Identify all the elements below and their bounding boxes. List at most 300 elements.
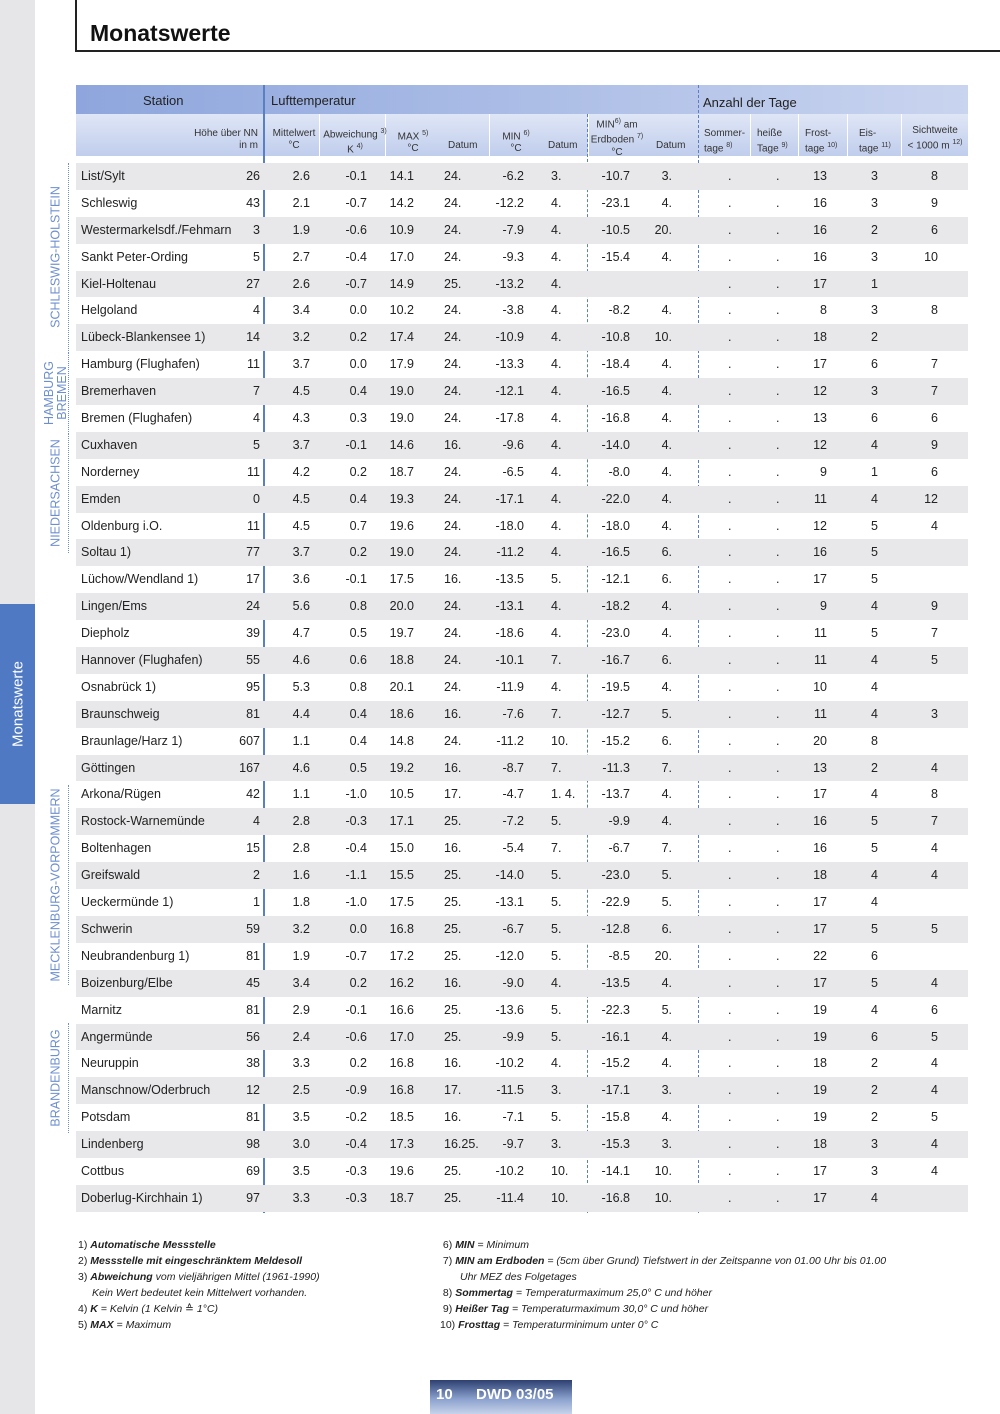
cell-hoehe: 5	[253, 249, 260, 264]
cell-mittelwert: 4.5	[292, 491, 310, 506]
cell-erdboden-datum: 10.	[654, 330, 672, 345]
header-sichtweite: Sichtweite < 1000 m $^{12)}$	[907, 125, 963, 152]
table-row	[76, 889, 968, 916]
cell-max-datum: 16.	[444, 572, 462, 587]
cell-mittelwert: 4.5	[292, 518, 310, 533]
cell-min-erdboden: -12.1	[601, 572, 630, 587]
cell-abweichung: 0.0	[349, 357, 367, 372]
cell-heisse-tage: .	[776, 1083, 780, 1098]
cell-min-datum: 4.	[551, 464, 562, 479]
cell-eistage: 5	[871, 975, 878, 990]
cell-sichtweite: 4	[931, 518, 938, 533]
cell-heisse-tage: .	[776, 491, 780, 506]
cell-eistage: 5	[871, 572, 878, 587]
cell-sommertage: .	[728, 1163, 732, 1178]
cell-min-datum: 4.	[551, 357, 562, 372]
cell-heisse-tage: .	[776, 1029, 780, 1044]
cell-max-datum: 24.	[444, 222, 462, 237]
cell-erdboden-datum: 4.	[661, 303, 672, 318]
cell-hoehe: 45	[246, 975, 260, 990]
cell-min: -13.5	[495, 572, 524, 587]
cell-min-erdboden: -15.4	[601, 249, 630, 264]
table-row	[76, 190, 968, 217]
cell-max: 15.0	[389, 841, 414, 856]
cell-eistage: 5	[871, 518, 878, 533]
state-label: HAMBURG BREMEN	[42, 361, 69, 425]
cell-min: -11.4	[496, 1190, 524, 1205]
cell-sichtweite: 6	[931, 464, 938, 479]
cell-min: -6.2	[502, 169, 524, 183]
cell-mittelwert: 4.4	[292, 706, 310, 721]
cell-eistage: 5	[871, 841, 878, 856]
cell-min-datum: 5.	[551, 921, 562, 936]
cell-mittelwert: 5.6	[292, 599, 310, 614]
cell-frosttage: 22	[813, 948, 827, 963]
cell-frosttage: 12	[813, 437, 827, 452]
title-rule-horizontal	[75, 50, 1000, 52]
cell-max-datum: 24.	[444, 518, 462, 533]
cell-sommertage: .	[728, 169, 732, 183]
cell-abweichung: -0.4	[345, 249, 367, 264]
cell-hoehe: 15	[246, 841, 260, 856]
table-row	[76, 566, 968, 593]
cell-heisse-tage: .	[776, 1056, 780, 1071]
cell-sichtweite: 8	[931, 303, 938, 318]
cell-mittelwert: 4.5	[292, 384, 310, 399]
header-erdboden-datum: Datum	[656, 140, 686, 151]
cell-min-datum: 5.	[551, 572, 562, 587]
cell-erdboden-datum: 4.	[661, 679, 672, 694]
cell-max-datum: 24.	[444, 384, 462, 399]
cell-min-datum: 4.	[551, 276, 562, 291]
cell-heisse-tage: .	[776, 895, 780, 910]
cell-abweichung: -1.1	[345, 868, 367, 883]
cell-sichtweite: 7	[931, 814, 938, 829]
cell-abweichung: 0.5	[349, 760, 367, 775]
cell-min-erdboden: -23.0	[601, 868, 630, 883]
cell-max-datum: 16.	[444, 706, 462, 721]
cell-min-datum: 5.	[551, 895, 562, 910]
cell-frosttage: 17	[813, 787, 827, 802]
cell-frosttage: 12	[813, 518, 827, 533]
cell-min: -5.4	[502, 841, 524, 856]
cell-station-name: Kiel-Holtenau	[81, 276, 157, 291]
cell-heisse-tage: .	[776, 169, 780, 183]
table-row	[76, 486, 968, 513]
cell-sommertage: .	[728, 787, 732, 802]
cell-min-erdboden: -15.8	[601, 1110, 630, 1125]
cell-min-erdboden: -13.7	[601, 787, 630, 802]
cell-heisse-tage: .	[776, 518, 780, 533]
cell-erdboden-datum: 4.	[661, 411, 672, 426]
cell-hoehe: 81	[246, 706, 260, 721]
table-row	[76, 1158, 968, 1185]
cell-eistage: 4	[871, 679, 878, 694]
cell-min: -14.0	[495, 868, 524, 883]
cell-erdboden-datum: 4.	[661, 787, 672, 802]
cell-heisse-tage: .	[776, 384, 780, 399]
cell-min-erdboden: -8.2	[608, 303, 630, 318]
cell-max: 19.7	[389, 626, 414, 641]
cell-frosttage: 17	[813, 1190, 827, 1205]
cell-station-name: Marnitz	[81, 1002, 122, 1017]
cell-station-name: Cottbus	[81, 1163, 125, 1178]
cell-mittelwert: 1.8	[292, 895, 310, 910]
cell-frosttage: 17	[813, 975, 827, 990]
footnote: 8) Sommertag = Temperaturmaximum 25,0° C und höher	[442, 1287, 712, 1299]
cell-hoehe: 27	[246, 276, 260, 291]
cell-min: -10.2	[495, 1056, 524, 1071]
cell-eistage: 2	[871, 1056, 878, 1071]
cell-max: 20.1	[389, 679, 414, 694]
cell-eistage: 6	[871, 1029, 878, 1044]
cell-heisse-tage: .	[776, 1137, 780, 1152]
cell-erdboden-datum: 4.	[661, 1110, 672, 1125]
side-section-tab[interactable]	[0, 604, 35, 804]
cell-eistage: 4	[871, 653, 878, 668]
cell-hoehe: 0	[253, 491, 260, 506]
cell-hoehe: 38	[246, 1056, 260, 1071]
cell-heisse-tage: .	[776, 1163, 780, 1178]
cell-sichtweite: 7	[931, 626, 938, 641]
cell-max-datum: 25.	[444, 921, 462, 936]
cell-hoehe: 97	[246, 1190, 260, 1205]
cell-hoehe: 81	[246, 948, 260, 963]
cell-erdboden-datum: 3.	[661, 1137, 672, 1152]
footnote: 4) K = Kelvin (1 Kelvin ≙ 1°C)	[78, 1303, 218, 1315]
cell-abweichung: 0.4	[349, 384, 367, 399]
cell-frosttage: 11	[814, 653, 827, 668]
header-separator	[798, 114, 799, 156]
cell-hoehe: 11	[247, 464, 260, 479]
cell-mittelwert: 2.7	[292, 249, 310, 264]
cell-eistage: 4	[871, 437, 878, 452]
cell-heisse-tage: .	[776, 249, 780, 264]
table-row	[76, 970, 968, 997]
cell-max: 14.8	[389, 733, 414, 748]
cell-hoehe: 26	[246, 169, 260, 183]
cell-sichtweite: 5	[931, 1029, 938, 1044]
footnotes-right	[440, 1237, 886, 1333]
cell-min-datum: 7.	[551, 841, 562, 856]
cell-min-erdboden: -14.1	[601, 1163, 630, 1178]
cell-sichtweite: 4	[931, 1056, 938, 1071]
cell-abweichung: -0.7	[345, 276, 367, 291]
cell-frosttage: 12	[813, 384, 827, 399]
cell-max: 18.8	[389, 653, 414, 668]
cell-abweichung: 0.0	[349, 921, 367, 936]
cell-station-name: Soltau 1)	[81, 545, 132, 560]
cell-sommertage: .	[728, 303, 732, 318]
cell-min: -9.7	[502, 1137, 524, 1152]
cell-mittelwert: 3.2	[292, 330, 310, 345]
cell-frosttage: 11	[814, 491, 827, 506]
cell-sommertage: .	[728, 1137, 732, 1152]
header-separator	[750, 114, 751, 156]
cell-mittelwert: 4.6	[292, 653, 310, 668]
cell-min: -7.6	[502, 706, 524, 721]
cell-sommertage: .	[728, 895, 732, 910]
cell-eistage: 5	[871, 814, 878, 829]
cell-frosttage: 19	[813, 1029, 827, 1044]
header-separator	[489, 114, 490, 156]
cell-min-erdboden: -16.1	[601, 1029, 630, 1044]
header-separator	[847, 114, 848, 156]
cell-max-datum: 25.	[444, 1190, 462, 1205]
cell-min: -13.3	[495, 357, 524, 372]
cell-erdboden-datum: 5.	[661, 895, 672, 910]
cell-sommertage: .	[728, 921, 732, 936]
cell-min-erdboden: -18.2	[601, 599, 630, 614]
table-row	[76, 351, 968, 378]
cell-min: -13.1	[495, 895, 524, 910]
cell-max: 10.2	[389, 303, 414, 318]
cell-hoehe: 11	[247, 357, 260, 372]
cell-min: -6.7	[502, 921, 524, 936]
cell-station-name: Cuxhaven	[81, 437, 138, 452]
cell-min-erdboden: -6.7	[608, 841, 630, 856]
cell-sommertage: .	[728, 1083, 732, 1098]
cell-frosttage: 20	[813, 733, 827, 748]
cell-station-name: Schwerin	[81, 921, 133, 936]
cell-hoehe: 2	[253, 868, 260, 883]
cell-abweichung: -0.7	[345, 948, 367, 963]
cell-hoehe: 4	[253, 814, 260, 829]
cell-min: -17.8	[495, 411, 524, 426]
cell-eistage: 4	[871, 787, 878, 802]
cell-sommertage: .	[728, 706, 732, 721]
cell-heisse-tage: .	[776, 948, 780, 963]
cell-min: -13.2	[495, 276, 524, 291]
cell-sommertage: .	[728, 491, 732, 506]
cell-max-datum: 17.	[444, 787, 462, 802]
cell-sichtweite: 8	[931, 169, 938, 183]
cell-max-datum: 24.	[444, 195, 462, 210]
cell-erdboden-datum: 3.	[661, 169, 672, 183]
cell-mittelwert: 3.7	[292, 437, 310, 452]
cell-sommertage: .	[728, 545, 732, 560]
cell-eistage: 1	[871, 464, 878, 479]
cell-heisse-tage: .	[776, 653, 780, 668]
cell-max-datum: 16.25.	[444, 1137, 479, 1152]
table-row	[76, 1131, 968, 1158]
cell-min-datum: 4.	[551, 249, 562, 264]
cell-max-datum: 16.	[444, 437, 462, 452]
cell-min-erdboden: -23.1	[601, 195, 630, 210]
cell-sommertage: .	[728, 760, 732, 775]
cell-station-name: Westermarkelsdf./Fehmarn	[81, 222, 232, 237]
cell-sichtweite: 5	[931, 653, 938, 668]
cell-max-datum: 24.	[444, 679, 462, 694]
cell-min-datum: 4.	[551, 222, 562, 237]
table-row	[76, 1024, 968, 1051]
cell-hoehe: 98	[246, 1137, 260, 1152]
cell-sommertage: .	[728, 357, 732, 372]
table-row	[76, 513, 968, 540]
cell-station-name: Angermünde	[81, 1029, 153, 1044]
cell-mittelwert: 3.7	[292, 357, 310, 372]
cell-min-datum: 4.	[551, 599, 562, 614]
cell-max-datum: 25.	[444, 948, 462, 963]
cell-sichtweite: 6	[931, 222, 938, 237]
cell-min-erdboden: -19.5	[601, 679, 630, 694]
header-separator	[319, 114, 320, 156]
cell-min-datum: 3.	[551, 1137, 562, 1152]
cell-eistage: 5	[871, 545, 878, 560]
cell-min: -18.0	[495, 518, 524, 533]
cell-station-name: Schleswig	[81, 195, 138, 210]
cell-frosttage: 17	[813, 1163, 827, 1178]
header-min-datum: Datum	[548, 140, 578, 151]
state-label-group	[46, 785, 76, 985]
cell-sommertage: .	[728, 733, 732, 748]
table-row	[76, 405, 968, 432]
cell-station-name: Sankt Peter-Ording	[81, 249, 188, 264]
cell-max: 10.9	[389, 222, 414, 237]
cell-max-datum: 25.	[444, 1002, 462, 1017]
cell-sichtweite: 5	[931, 921, 938, 936]
cell-sichtweite: 4	[931, 975, 938, 990]
table-row	[76, 1050, 968, 1077]
cell-erdboden-datum: 7.	[661, 841, 672, 856]
cell-station-name: Ueckermünde 1)	[81, 895, 174, 910]
cell-sommertage: .	[728, 626, 732, 641]
cell-abweichung: -0.1	[345, 437, 367, 452]
cell-abweichung: 0.4	[349, 706, 367, 721]
cell-sommertage: .	[728, 222, 732, 237]
cell-max: 17.9	[389, 357, 414, 372]
cell-station-name: List/Sylt	[81, 169, 125, 183]
cell-min-erdboden: -16.7	[601, 653, 630, 668]
cell-max: 17.5	[389, 895, 414, 910]
cell-hoehe: 24	[246, 599, 260, 614]
cell-abweichung: -0.4	[345, 841, 367, 856]
cell-hoehe: 14	[246, 330, 260, 345]
cell-erdboden-datum: 5.	[661, 1002, 672, 1017]
cell-abweichung: 0.3	[349, 411, 367, 426]
footnote: Uhr MEZ des Folgetages	[460, 1271, 577, 1283]
cell-abweichung: 0.2	[349, 545, 367, 560]
cell-min: -11.5	[496, 1083, 524, 1098]
table-row	[76, 674, 968, 701]
page-number: 10	[436, 1386, 453, 1403]
cell-hoehe: 59	[246, 921, 260, 936]
cell-max: 17.0	[389, 249, 414, 264]
cell-heisse-tage: .	[776, 330, 780, 345]
cell-mittelwert: 3.3	[292, 1190, 310, 1205]
cell-sichtweite: 4	[931, 760, 938, 775]
cell-max: 19.0	[389, 384, 414, 399]
cell-min-datum: 4.	[551, 626, 562, 641]
page-title: Monatswerte	[90, 20, 231, 46]
cell-abweichung: 0.2	[349, 1056, 367, 1071]
cell-max-datum: 17.	[444, 1083, 462, 1098]
cell-min-datum: 3.	[551, 1083, 562, 1098]
cell-mittelwert: 3.3	[292, 1056, 310, 1071]
header-frosttage: Frost- tage $^{10)}$	[805, 128, 838, 155]
table-row	[76, 943, 968, 970]
cell-sommertage: .	[728, 518, 732, 533]
cell-frosttage: 18	[813, 868, 827, 883]
cell-erdboden-datum: 6.	[661, 545, 672, 560]
cell-min: -9.6	[502, 437, 524, 452]
side-tab-label: Monatswerte	[9, 661, 26, 747]
table-row	[76, 378, 968, 405]
cell-frosttage: 13	[813, 760, 827, 775]
cell-mittelwert: 3.0	[292, 1137, 310, 1152]
cell-hoehe: 167	[239, 760, 260, 775]
footnote: 6) MIN = Minimum	[442, 1239, 529, 1251]
cell-station-name: Doberlug-Kirchhain 1)	[81, 1190, 203, 1205]
cell-erdboden-datum: 20.	[654, 948, 672, 963]
state-label-group	[46, 163, 76, 351]
table-row	[76, 1104, 968, 1131]
cell-heisse-tage: .	[776, 626, 780, 641]
cell-min-datum: 4.	[551, 303, 562, 318]
cell-hoehe: 39	[246, 626, 260, 641]
cell-hoehe: 4	[253, 411, 260, 426]
cell-erdboden-datum: 4.	[661, 491, 672, 506]
cell-min-erdboden: -15.2	[601, 733, 630, 748]
header-max: MAX $^{5)}$ °C	[397, 130, 429, 155]
cell-abweichung: 0.7	[349, 518, 367, 533]
cell-min-datum: 5.	[551, 1029, 562, 1044]
cell-mittelwert: 2.5	[292, 1083, 310, 1098]
title-rule-vertical	[75, 0, 77, 52]
cell-eistage: 3	[871, 384, 878, 399]
table-row	[76, 163, 968, 190]
cell-max-datum: 25.	[444, 1163, 462, 1178]
cell-abweichung: -0.1	[345, 1002, 367, 1017]
cell-abweichung: 0.6	[349, 653, 367, 668]
cell-eistage: 4	[871, 1190, 878, 1205]
cell-erdboden-datum: 4.	[661, 599, 672, 614]
cell-min-erdboden: -16.8	[601, 411, 630, 426]
header-min: MIN $^{6)}$ °C	[502, 130, 530, 155]
cell-max-datum: 16.	[444, 1110, 462, 1125]
cell-mittelwert: 1.9	[292, 948, 310, 963]
cell-max-datum: 24.	[444, 599, 462, 614]
cell-min-datum: 4.	[551, 195, 562, 210]
cell-sommertage: .	[728, 814, 732, 829]
cell-frosttage: 13	[813, 169, 827, 183]
cell-heisse-tage: .	[776, 975, 780, 990]
cell-min-datum: 10.	[551, 1190, 569, 1205]
cell-eistage: 4	[871, 1002, 878, 1017]
table-row	[76, 808, 968, 835]
cell-frosttage: 17	[813, 921, 827, 936]
cell-sichtweite: 8	[931, 787, 938, 802]
cell-max-datum: 24.	[444, 169, 462, 183]
cell-erdboden-datum: 4.	[661, 814, 672, 829]
state-label-group	[42, 352, 76, 434]
cell-min-erdboden: -10.8	[601, 330, 630, 345]
cell-max-datum: 24.	[444, 357, 462, 372]
cell-erdboden-datum: 7.	[661, 760, 672, 775]
cell-abweichung: 0.2	[349, 975, 367, 990]
cell-min-datum: 4.	[551, 491, 562, 506]
cell-heisse-tage: .	[776, 572, 780, 587]
cell-min: -12.2	[495, 195, 524, 210]
cell-erdboden-datum: 6.	[661, 733, 672, 748]
cell-abweichung: 0.0	[349, 303, 367, 318]
cell-sommertage: .	[728, 975, 732, 990]
cell-hoehe: 607	[239, 733, 260, 748]
cell-eistage: 6	[871, 948, 878, 963]
cell-min: -7.1	[502, 1110, 524, 1125]
cell-max: 16.8	[389, 1083, 414, 1098]
cell-max: 14.1	[389, 169, 414, 183]
